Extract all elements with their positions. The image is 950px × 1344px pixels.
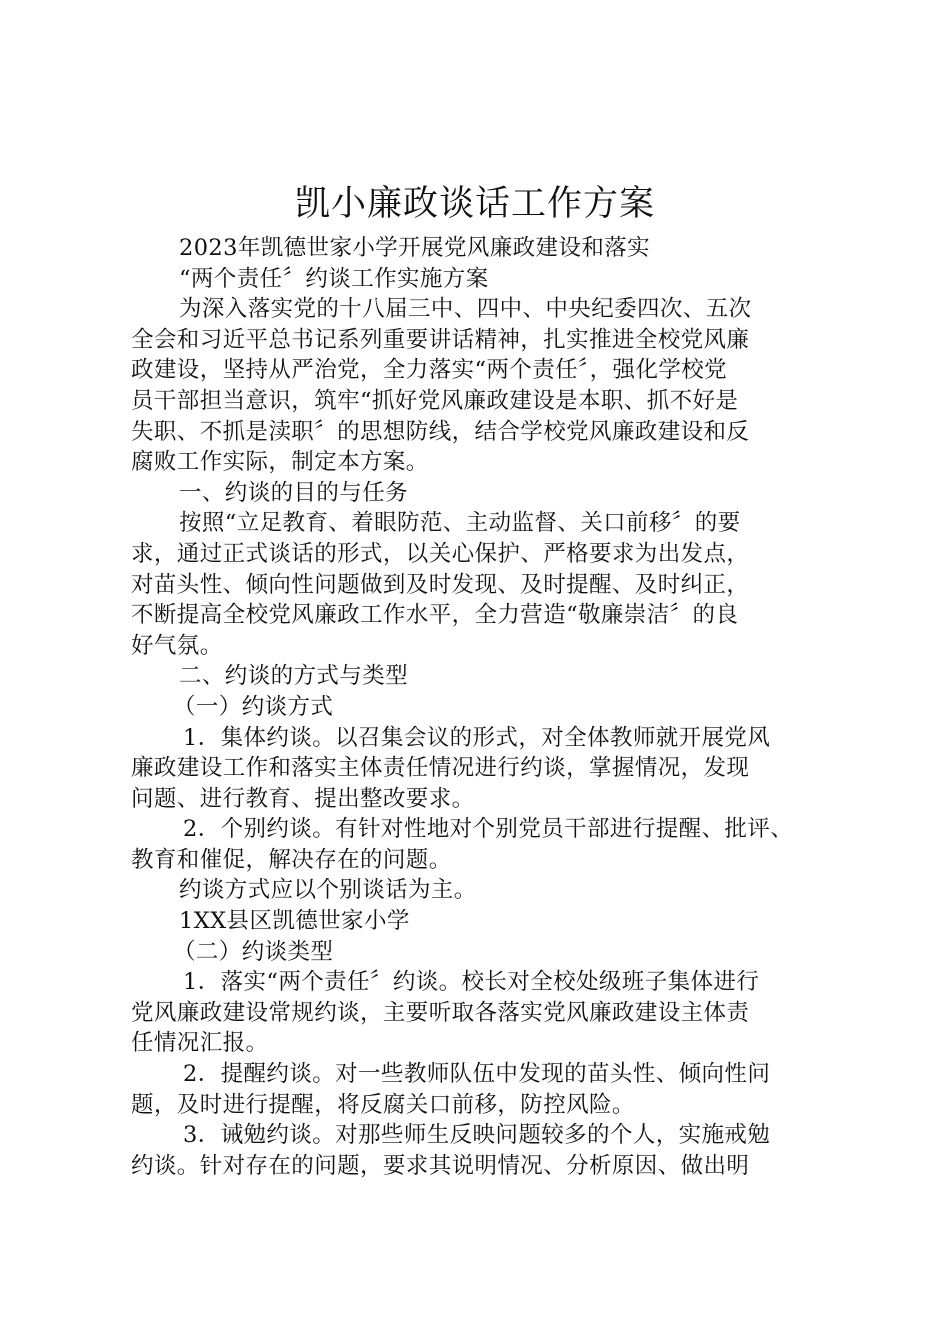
paragraph-line: 好气氛。 xyxy=(131,632,223,659)
paragraph-line: 廉政建设工作和落实主体责任情况进行约谈，掌握情况，发现 xyxy=(131,755,750,782)
paragraph-line: 党风廉政建设常规约谈，主要听取各落实党风廉政建设主体责 xyxy=(131,999,750,1026)
document-body xyxy=(131,233,831,1181)
paragraph-line: 1．集体约谈。以召集会议的形式，对全体教师就开展党风 xyxy=(183,724,771,751)
paragraph-line: 约谈方式应以个别谈话为主。 xyxy=(179,877,477,904)
paragraph-line: 求，通过正式谈话的形式，以关心保护、严格要求为出发点， xyxy=(131,540,750,567)
paragraph-line: 腐败工作实际，制定本方案。 xyxy=(131,449,429,476)
paragraph-line: 任情况汇报。 xyxy=(131,1030,269,1057)
paragraph-line: 题，及时进行提醒，将反腐关口前移，防控风险。 xyxy=(131,1091,635,1118)
paragraph-line: 对苗头性、倾向性问题做到及时发现、及时提醒、及时纠正， xyxy=(131,571,750,598)
paragraph-line: 为深入落实党的十八届三中、四中、中央纪委四次、五次 xyxy=(179,296,752,323)
page-footer-text: 1XX县区凯德世家小学 xyxy=(179,908,410,935)
paragraph-line: 全会和习近平总书记系列重要讲话精神，扎实推进全校党风廉 xyxy=(131,326,750,353)
subtitle-line-1: 2023年凯德世家小学开展党风廉政建设和落实 xyxy=(179,235,651,261)
paragraph-line: 按照“立足教育、着眼防范、主动监督、关口前移〞的要 xyxy=(179,510,741,537)
paragraph-line: 1．落实“两个责任〞约谈。校长对全校处级班子集体进行 xyxy=(183,969,760,996)
document-title: 凯小廉政谈话工作方案 xyxy=(294,184,655,224)
paragraph-line: 员干部担当意识，筑牢“抓好党风廉政建设是本职、抓不好是 xyxy=(131,387,739,414)
paragraph-line: 2．个别约谈。有针对性地对个别党员干部进行提醒、批评、 xyxy=(183,816,794,843)
paragraph-line: 约谈。针对存在的问题，要求其说明情况、分析原因、做出明 xyxy=(131,1152,750,1179)
section-heading: 二、约谈的方式与类型 xyxy=(179,663,409,690)
subsection-heading: （一）约谈方式 xyxy=(173,693,334,720)
paragraph-line: 教育和催促，解决存在的问题。 xyxy=(131,846,452,873)
paragraph-line: 不断提高全校党风廉政工作水平，全力营造“敬廉崇洁〞的良 xyxy=(131,602,739,629)
paragraph-line: 失职、不抓是渎职〞的思想防线，结合学校党风廉政建设和反 xyxy=(131,418,750,445)
subtitle-line-2: “两个责任〞约谈工作实施方案 xyxy=(179,265,489,292)
paragraph-line: 3．诫勉约谈。对那些师生反映问题较多的个人，实施戒勉 xyxy=(183,1122,771,1149)
paragraph-line: 问题、进行教育、提出整改要求。 xyxy=(131,785,475,812)
subsection-heading: （二）约谈类型 xyxy=(173,938,334,965)
paragraph-line: 2．提醒约谈。对一些教师队伍中发现的苗头性、倾向性问 xyxy=(183,1061,771,1088)
paragraph-line: 政建设，坚持从严治党，全力落实“两个责任〞，强化学校党 xyxy=(131,357,728,384)
section-heading: 一、约谈的目的与任务 xyxy=(179,479,409,506)
